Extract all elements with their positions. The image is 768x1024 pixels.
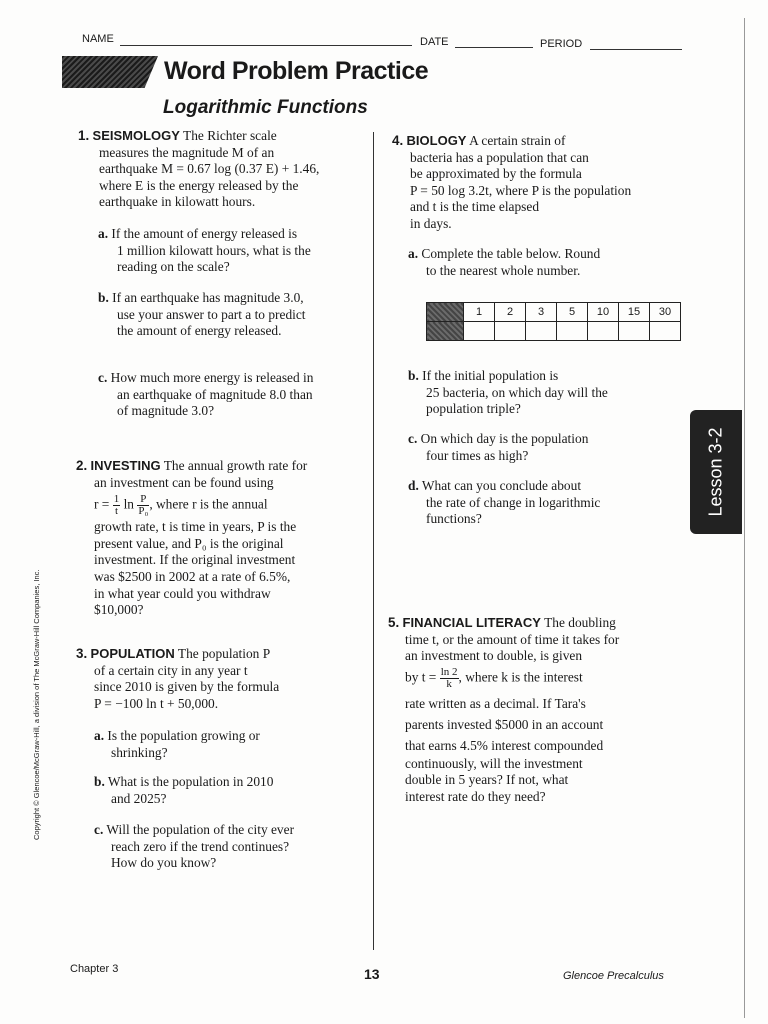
- table-day-cell: 5: [557, 303, 588, 322]
- column-divider: [373, 132, 374, 950]
- problem-2: [76, 458, 368, 619]
- part-text: What is the population in 2010: [107, 774, 274, 789]
- problem-1: [78, 128, 368, 211]
- problem-4c: [408, 431, 688, 464]
- part-text: 25 bacteria, on which day will the: [426, 384, 608, 400]
- problem-5-stem-line: The doubling: [544, 615, 616, 630]
- part-text: If the amount of energy released is: [111, 226, 298, 241]
- problem-5-stem-line: an investment to double, is given: [405, 648, 583, 664]
- problem-2-keyword: INVESTING: [90, 458, 161, 473]
- problem-1-keyword: SEISMOLOGY: [92, 128, 180, 143]
- problem-4-stem-line: in days.: [410, 215, 452, 231]
- problem-4-stem-line: A certain strain of: [469, 133, 566, 148]
- footer-page-number: 13: [364, 966, 380, 982]
- part-text: reading on the scale?: [117, 259, 230, 275]
- part-label: c.: [408, 431, 418, 446]
- part-text: Complete the table below. Round: [421, 246, 601, 261]
- table-row: [427, 322, 681, 341]
- problem-1-number: 1.: [78, 128, 90, 143]
- problem-1-stem-line: earthquake M = 0.67 log (0.37 E) + 1.46,: [99, 161, 320, 177]
- table-day-cell: 10: [588, 303, 619, 322]
- problem-3-keyword: POPULATION: [90, 646, 175, 661]
- problem-5-number: 5.: [388, 615, 400, 630]
- problem-2-stem-line: was $2500 in 2002 at a rate of 6.5%,: [94, 568, 291, 584]
- table-day-cell: 30: [650, 303, 681, 322]
- problem-5-stem-line: double in 5 years? If not, what: [405, 772, 569, 788]
- problem-4a: [408, 246, 688, 279]
- problem-2-stem-line: growth rate, t is time in years, P is the: [94, 519, 297, 535]
- problem-3c: [94, 822, 368, 872]
- part-label: a.: [408, 246, 419, 261]
- problem-4-keyword: BIOLOGY: [406, 133, 467, 148]
- table-day-cell: 15: [619, 303, 650, 322]
- date-line: [455, 47, 533, 48]
- table-answer-cell[interactable]: [619, 322, 650, 341]
- doubling-time-formula: [405, 667, 688, 690]
- table-answer-cell[interactable]: [557, 322, 588, 341]
- problem-4-stem-line: and t is the time elapsed: [410, 199, 540, 215]
- problem-2-stem-line: The annual growth rate for: [163, 458, 308, 473]
- problem-4-number: 4.: [392, 133, 404, 148]
- table-day-cell: 3: [526, 303, 557, 322]
- problem-3-stem-line: since 2010 is given by the formula: [94, 679, 280, 695]
- problem-3-stem-line: P = −100 ln t + 50,000.: [94, 695, 219, 711]
- problem-5-keyword: FINANCIAL LITERACY: [402, 615, 541, 630]
- table-answer-cell[interactable]: [464, 322, 495, 341]
- growth-rate-formula: [94, 494, 368, 517]
- formula-text: by t =: [405, 669, 437, 685]
- problem-4-stem-line: P = 50 log 3.2t, where P is the population: [410, 182, 632, 198]
- period-label: PERIOD: [540, 38, 583, 50]
- lesson-tab-label: Lesson 3-2: [705, 427, 726, 517]
- date-label: DATE: [420, 36, 449, 48]
- lesson-side-tab: [690, 410, 742, 534]
- fraction-denominator: k: [446, 677, 452, 690]
- part-text: the amount of energy released.: [117, 323, 282, 339]
- problem-4d: [408, 478, 688, 528]
- problem-4: [392, 133, 688, 233]
- problem-5-stem-line: parents invested $5000 in an account: [405, 716, 604, 732]
- problem-3-stem-line: of a certain city in any year t: [94, 662, 248, 678]
- part-text: Will the population of the city ever: [106, 822, 295, 837]
- problem-5-stem-line: that earns 4.5% interest compounded: [405, 737, 604, 753]
- page-title: Word Problem Practice: [164, 57, 429, 85]
- problem-1-stem-line: where E is the energy released by the: [99, 177, 299, 193]
- part-label: b.: [94, 774, 105, 789]
- problem-2-number: 2.: [76, 458, 88, 473]
- table-answer-cell[interactable]: [650, 322, 681, 341]
- footer-book-title: Glencoe Precalculus: [563, 970, 664, 982]
- name-label: NAME: [82, 33, 114, 45]
- part-text: If an earthquake has magnitude 3.0,: [112, 290, 304, 305]
- table-answer-cell[interactable]: [526, 322, 557, 341]
- problem-3-number: 3.: [76, 646, 88, 661]
- fraction: [137, 494, 149, 517]
- fraction-denominator: t: [114, 505, 118, 518]
- formula-text: ln: [123, 496, 134, 512]
- copyright-notice: Copyright © Glencoe/McGraw-Hill, a division of The McGraw-Hill Companies, Inc.: [32, 569, 41, 840]
- part-text: an earthquake of magnitude 8.0 than: [117, 386, 313, 402]
- problem-1-stem-line: measures the magnitude M of an: [99, 144, 275, 160]
- part-label: a.: [98, 226, 109, 241]
- part-label: d.: [408, 478, 419, 493]
- table-header-cell: [427, 303, 464, 322]
- page-subtitle: Logarithmic Functions: [163, 97, 368, 118]
- problem-3-stem-line: The population P: [177, 646, 271, 661]
- problem-1-stem-line: earthquake in kilowatt hours.: [99, 194, 256, 210]
- part-text: If the initial population is: [422, 368, 559, 383]
- problem-2-stem-line: in what year could you withdraw: [94, 585, 271, 601]
- title-banner-graphic: [62, 56, 158, 88]
- fraction-numerator: 1: [113, 493, 120, 506]
- fraction-denominator: P₀: [138, 505, 149, 518]
- table-day-cell: 1: [464, 303, 495, 322]
- part-label: c.: [94, 822, 104, 837]
- table-answer-cell[interactable]: [495, 322, 526, 341]
- formula-text: , where k is the interest: [458, 669, 583, 685]
- part-label: c.: [98, 370, 108, 385]
- part-text: population triple?: [426, 401, 521, 417]
- name-line: [120, 45, 412, 46]
- problem-1b: [98, 290, 368, 340]
- part-text: reach zero if the trend continues?: [111, 838, 290, 854]
- part-text: use your answer to part a to predict: [117, 306, 306, 322]
- problem-1c: [98, 370, 368, 420]
- formula-text: r =: [94, 496, 110, 512]
- problem-5-stem-line: rate written as a decimal. If Tara's: [405, 695, 586, 711]
- part-text: 1 million kilowatt hours, what is the: [117, 242, 311, 258]
- part-text: On which day is the population: [420, 431, 589, 446]
- part-text: four times as high?: [426, 447, 529, 463]
- part-text: Is the population growing or: [107, 728, 260, 743]
- problem-3b: [94, 774, 368, 807]
- problem-2-stem-line: $10,000?: [94, 602, 144, 618]
- part-text: How do you know?: [111, 855, 217, 871]
- problem-2-stem-line: present value, and P₀ is the original: [94, 535, 284, 551]
- part-label: a.: [94, 728, 105, 743]
- problem-4-stem-line: be approximated by the formula: [410, 166, 582, 182]
- problem-1a: [98, 226, 368, 276]
- problem-2-stem-line: investment. If the original investment: [94, 552, 296, 568]
- formula-text: , where r is the annual: [149, 496, 268, 512]
- fraction: [113, 494, 121, 517]
- problem-5-stem-line: continuously, will the investment: [405, 755, 583, 771]
- footer-chapter: Chapter 3: [70, 963, 119, 975]
- problem-3a: [94, 728, 368, 761]
- part-label: b.: [98, 290, 109, 305]
- table-header-cell: [427, 322, 464, 341]
- part-text: shrinking?: [111, 744, 168, 760]
- part-text: the rate of change in logarithmic: [426, 494, 601, 510]
- part-text: and 2025?: [111, 790, 167, 806]
- table-day-cell: 2: [495, 303, 526, 322]
- fraction-numerator: ln 2: [440, 665, 458, 678]
- problem-4b: [408, 368, 688, 418]
- part-text: of magnitude 3.0?: [117, 403, 215, 419]
- population-table: [426, 302, 681, 341]
- period-line: [590, 49, 682, 50]
- table-answer-cell[interactable]: [588, 322, 619, 341]
- problem-4-stem-line: bacteria has a population that can: [410, 149, 589, 165]
- problem-1-stem-line: The Richter scale: [183, 128, 277, 143]
- problem-3: [76, 646, 368, 712]
- table-row: [427, 303, 681, 322]
- part-text: How much more energy is released in: [110, 370, 314, 385]
- part-text: What can you conclude about: [421, 478, 582, 493]
- problem-2-stem-line: an investment can be found using: [94, 474, 274, 490]
- problem-5: [388, 615, 688, 806]
- part-text: functions?: [426, 511, 482, 527]
- part-text: to the nearest whole number.: [426, 262, 581, 278]
- fraction-numerator: P: [137, 494, 149, 506]
- problem-5-stem-line: time t, or the amount of time it takes for: [405, 631, 620, 647]
- fraction: [440, 667, 459, 690]
- problem-5-stem-line: interest rate do they need?: [405, 788, 546, 804]
- page-edge-line: [744, 18, 745, 1018]
- part-label: b.: [408, 368, 419, 383]
